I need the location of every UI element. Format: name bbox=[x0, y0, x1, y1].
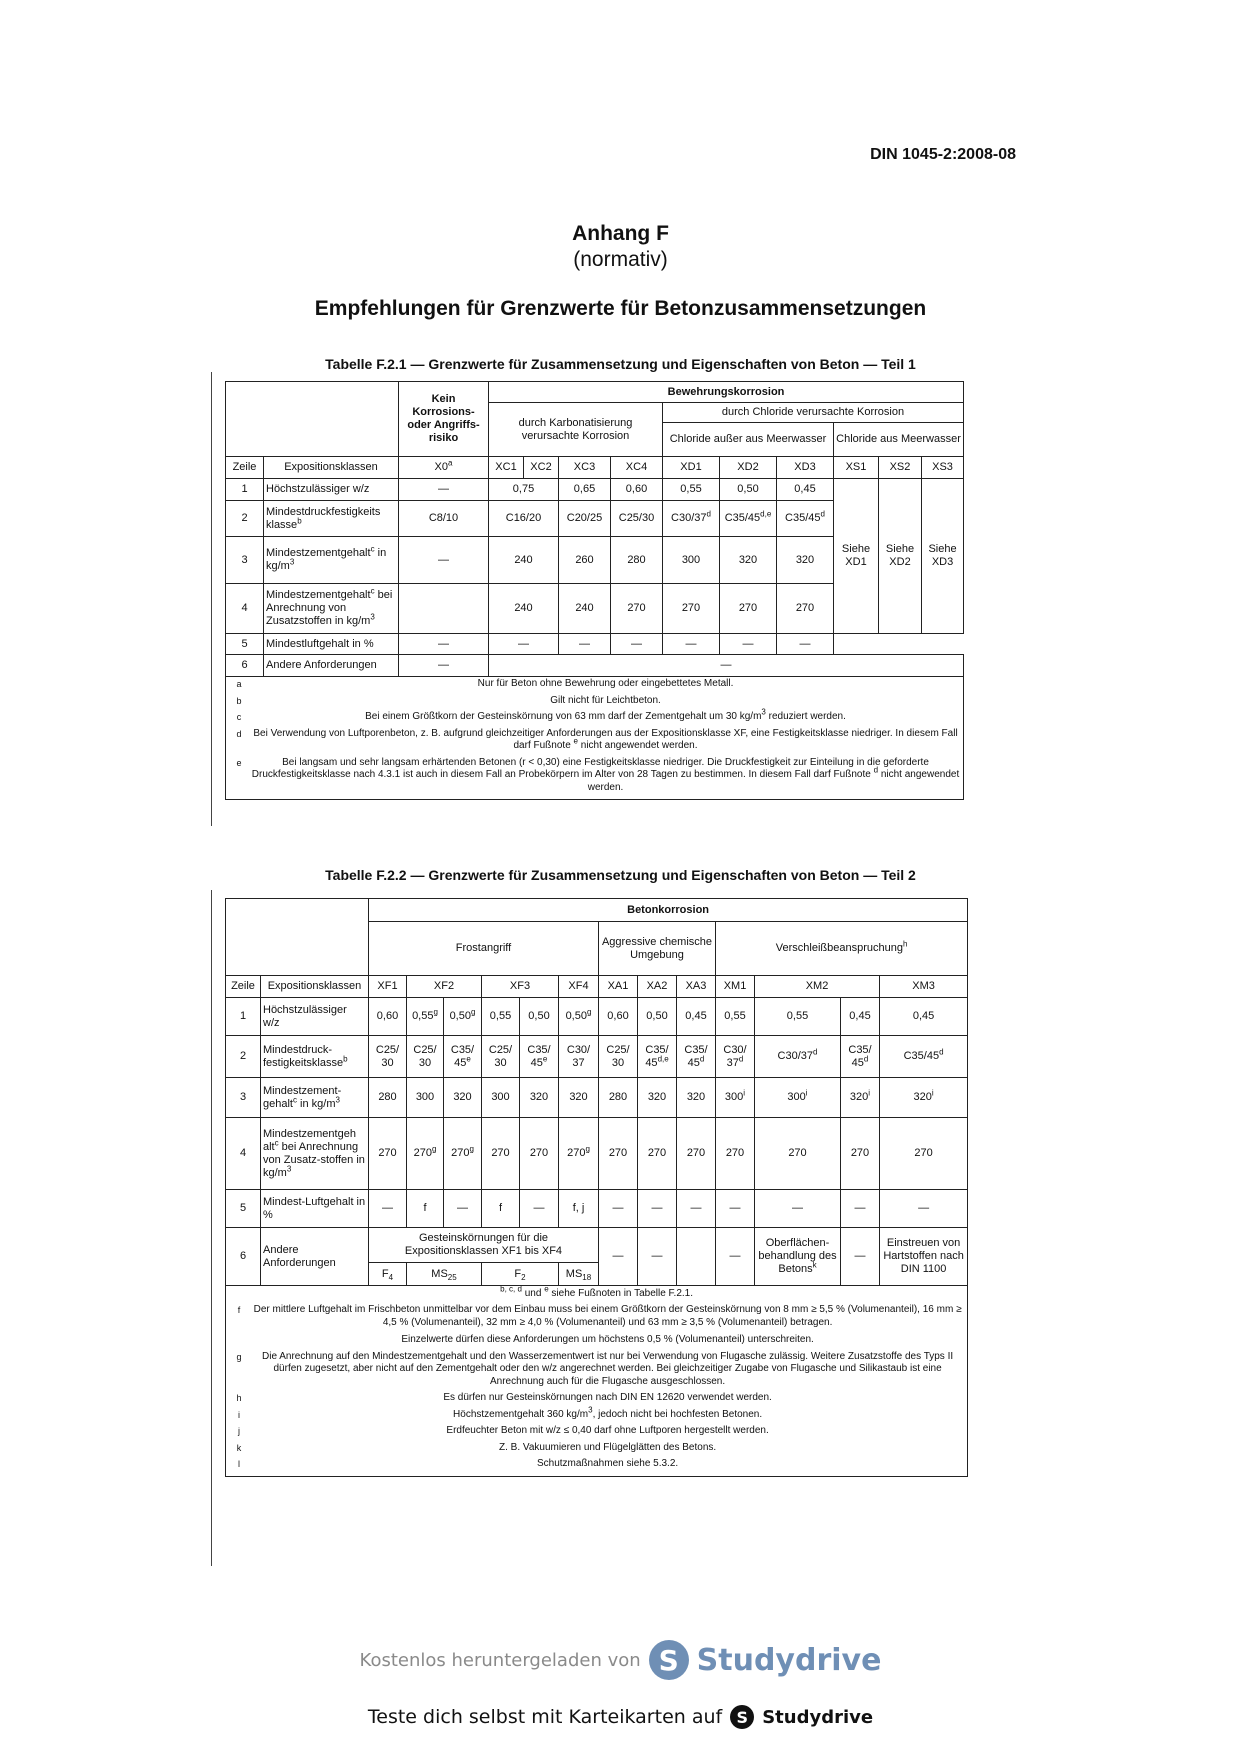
value-cell: 0,45 bbox=[880, 998, 968, 1036]
head-xa2: XA2 bbox=[638, 976, 677, 998]
corner-cell bbox=[226, 899, 369, 976]
studydrive-logo-text: Studydrive bbox=[696, 1642, 882, 1678]
table-row: 3 Mindestzementgehalt$^c$ in $kg/m^3$ — 240 260 280 300 320 320 bbox=[226, 537, 964, 584]
head-no-risk: Kein Korrosions- oder Angriffs- risiko bbox=[399, 382, 489, 457]
table-row: 6 Andere Anforderungen — — bbox=[226, 655, 964, 677]
head-exposition: Expositionsklassen bbox=[261, 976, 369, 998]
studydrive-logo-icon: S bbox=[730, 1705, 754, 1729]
value-cell: 0,60 bbox=[369, 998, 407, 1036]
xm2-note: Oberflächen-behandlung des Betons$^k$ bbox=[755, 1228, 841, 1286]
head-xs2: XS2 bbox=[879, 457, 922, 479]
value-cell: — bbox=[520, 1190, 559, 1228]
head-xc4: XC4 bbox=[611, 457, 663, 479]
value-cell: 0,55$^g$ bbox=[407, 998, 444, 1036]
head-exposition: Expositionsklassen bbox=[264, 457, 399, 479]
value-cell: — bbox=[841, 1190, 880, 1228]
value-cell: — bbox=[369, 1190, 407, 1228]
table-row: 5 Mindest-Luftgehalt in % — f — f — f, j — — — — — — — bbox=[226, 1190, 968, 1228]
xs2-see: Siehe XD2 bbox=[879, 479, 922, 634]
value-cell: 270 bbox=[369, 1118, 407, 1190]
flashcard-text: Teste dich selbst mit Karteikarten auf bbox=[367, 1706, 723, 1728]
value-cell: — bbox=[444, 1190, 482, 1228]
footnote: i Höchstzementgehalt 360 $kg/m^3$, jedoch nicht bei hochfesten Betonen. bbox=[238, 1405, 763, 1420]
value-cell: 0,50 bbox=[520, 998, 559, 1036]
value-cell: — bbox=[638, 1190, 677, 1228]
footnote: c Bei einem Größtkorn der Gesteinskörnung von 63 mm darf der Zementgehalt um 30 $kg/m^3$ reduziert werden. bbox=[236, 707, 846, 722]
annex-title: Anhang F bbox=[572, 222, 669, 245]
head-concrete: Betonkorrosion bbox=[369, 899, 968, 922]
value-cell: C35/45$^d$ bbox=[880, 1036, 968, 1078]
value-cell: 320$^i$ bbox=[841, 1078, 880, 1118]
value-cell: 0,50$^g$ bbox=[559, 998, 599, 1036]
value-cell: 300$^i$ bbox=[755, 1078, 841, 1118]
table-f22 bbox=[225, 898, 968, 1477]
head-xm3: XM3 bbox=[880, 976, 968, 998]
value-cell: 280 bbox=[369, 1078, 407, 1118]
value-cell: C30/ 37 bbox=[559, 1036, 599, 1078]
head-xm1: XM1 bbox=[716, 976, 755, 998]
footnote: h Es dürfen nur Gesteinskörnungen nach DIN EN 12620 verwendet werden. bbox=[236, 1392, 772, 1403]
head-wear: Verschleißbeanspruchung$^h$ bbox=[716, 922, 968, 976]
table-row: 4 Mindestzementgehalt$^c$ bei Anrechnung von Zusatzstoffen in $kg/m^3$ 240 240 270 270 270 270 bbox=[226, 584, 964, 634]
frost-aggregate-note: Gesteinskörnungen für die Expositionsklassen XF1 bis XF4 bbox=[369, 1228, 599, 1263]
head-xc3: XC3 bbox=[559, 457, 611, 479]
value-cell: C25/ 30 bbox=[369, 1036, 407, 1078]
value-cell: 0,45 bbox=[677, 998, 716, 1036]
head-chloride: durch Chloride verursachte Korrosion bbox=[663, 403, 964, 423]
value-cell: C35/ 45e bbox=[520, 1036, 559, 1078]
value-cell: 270 bbox=[482, 1118, 520, 1190]
head-chloride-sea: Chloride aus Meerwasser bbox=[834, 423, 964, 457]
xm3-note: Einstreuen von Hartstoffen nach DIN 1100 bbox=[880, 1228, 968, 1286]
value-cell: 280 bbox=[599, 1078, 638, 1118]
value-cell: — bbox=[755, 1190, 841, 1228]
footnote: l Schutzmaßnahmen siehe 5.3.2. bbox=[238, 1458, 679, 1469]
footnote: e Bei langsam und sehr langsam erhärtenden Betonen (r < 0,30) eine Festigkeitsklasse niedriger. Die Druckfestigkeit zur Einteilung in die geforderte Druckfestigkeitsklasse nach 4.3.1 ist auch in diesem Fall an Probekörpern im Alter von 28 Tagen zu bestimmen. In diesem Fall darf Fußnote $^d$ nicht angewendet werden. bbox=[236, 756, 960, 793]
head-xa1: XA1 bbox=[599, 976, 638, 998]
head-xf3: XF3 bbox=[482, 976, 559, 998]
margin-line bbox=[211, 372, 212, 826]
value-cell: 300 bbox=[407, 1078, 444, 1118]
xs1-see: Siehe XD1 bbox=[834, 479, 879, 634]
value-cell: 300$^i$ bbox=[716, 1078, 755, 1118]
value-cell: C25/ 30 bbox=[599, 1036, 638, 1078]
table-row: 5 Mindestluftgehalt in % — — — — — — — bbox=[226, 634, 964, 655]
head-zeile: Zeile bbox=[226, 976, 261, 998]
value-cell: C30/37$^d$ bbox=[755, 1036, 841, 1078]
flashcard-banner[interactable] bbox=[0, 1705, 1241, 1729]
head-xd3: XD3 bbox=[777, 457, 834, 479]
head-xf1: XF1 bbox=[369, 976, 407, 998]
table1-footnotes bbox=[226, 677, 964, 800]
footnote: k Z. B. Vakuumieren und Flügelglätten des Betons. bbox=[236, 1441, 717, 1453]
value-cell: C35/ 45$^d$ bbox=[841, 1036, 880, 1078]
section-heading: Empfehlungen für Grenzwerte für Betonzusammensetzungen bbox=[314, 297, 927, 320]
xs3-see: Siehe XD3 bbox=[922, 479, 964, 634]
head-xf2: XF2 bbox=[407, 976, 482, 998]
head-frost: Frostangriff bbox=[369, 922, 599, 976]
value-cell: C35/ 45$^{d,e}$ bbox=[638, 1036, 677, 1078]
value-cell: 320 bbox=[638, 1078, 677, 1118]
value-cell: C25/ 30 bbox=[482, 1036, 520, 1078]
value-cell: 270$^g$ bbox=[407, 1118, 444, 1190]
footnote: d Bei Verwendung von Luftporenbeton, z. B. aufgrund gleichzeitiger Anforderungen aus der Expositionsklasse XF, eine Festigkeitsklasse niedriger. In diesem Fall darf Fußnote $^e$ nicht angewendet werden. bbox=[236, 727, 958, 751]
value-cell: — bbox=[880, 1190, 968, 1228]
value-cell: f bbox=[482, 1190, 520, 1228]
value-cell: 320$^i$ bbox=[880, 1078, 968, 1118]
head-zeile: Zeile bbox=[226, 457, 264, 479]
table-row: 2 Mindestdruck-festigkeitsklasse$^b$ C25/ 30 C25/ 30 C35/ 45e C25/ 30 C35/ 45e C30/ 37 C25/ 30 C35/ 45$^{d,e}$ C35/ 45$^d$ C30/ 37$^d$ C30/37$^d$ C35/ 45$^d$ C35/45$^d$ bbox=[226, 1036, 968, 1078]
document-id: DIN 1045-2:2008-08 bbox=[870, 146, 1016, 163]
corner-cell bbox=[226, 382, 399, 457]
value-cell: 270 bbox=[880, 1118, 968, 1190]
value-cell: 0,50$^g$ bbox=[444, 998, 482, 1036]
value-cell: 270$^g$ bbox=[559, 1118, 599, 1190]
head-xd1: XD1 bbox=[663, 457, 720, 479]
head-xd2: XD2 bbox=[720, 457, 777, 479]
value-cell: 270 bbox=[638, 1118, 677, 1190]
table-row: $F_4$ $MS_{25}$ $F_2$ $MS_{18}$ bbox=[226, 1263, 968, 1286]
annex-subtitle: (normativ) bbox=[573, 248, 668, 271]
value-cell: — bbox=[599, 1190, 638, 1228]
table-row: 1 Höchstzulässiger w/z — 0,75 0,65 0,60 0,55 0,50 0,45 Siehe XD1 Siehe XD2 Siehe XD3 bbox=[226, 479, 964, 501]
value-cell: 320 bbox=[559, 1078, 599, 1118]
footnote: j Erdfeuchter Beton mit w/z ≤ 0,40 darf ohne Luftporen hergestellt werden. bbox=[238, 1425, 769, 1436]
table-row: 1 Höchstzulässiger w/z 0,60 0,55$^g$ 0,50$^g$ 0,55 0,50 0,50$^g$ 0,60 0,50 0,45 0,55 0,55 0,45 0,45 bbox=[226, 998, 968, 1036]
head-xm2: XM2 bbox=[755, 976, 880, 998]
head-xc2: XC2 bbox=[524, 457, 559, 479]
footnote: b Gilt nicht für Leichtbeton. bbox=[236, 694, 661, 706]
value-cell: C35/ 45e bbox=[444, 1036, 482, 1078]
value-cell: — bbox=[716, 1190, 755, 1228]
value-cell: 0,55 bbox=[482, 998, 520, 1036]
head-xf4: XF4 bbox=[559, 976, 599, 998]
value-cell: 270 bbox=[677, 1118, 716, 1190]
studydrive-logo-icon: S bbox=[649, 1640, 689, 1680]
table-f21 bbox=[225, 381, 964, 800]
value-cell: 270 bbox=[755, 1118, 841, 1190]
value-cell: f bbox=[407, 1190, 444, 1228]
footnote-intro: $^{b, c, d}$ und $^e$ siehe Fußnoten in Tabelle F.2.1. bbox=[500, 1285, 694, 1299]
head-reinforcement: Bewehrungskorrosion bbox=[489, 382, 964, 403]
footnote: g Die Anrechnung auf den Mindestzementgehalt und den Wasserzementwert ist nur bei Verwendung von Flugasche zulässig. Weitere Zusatzstoffe des Typs II dürfen zugesetzt, aber nicht auf den Zementgehalt oder den w/z angerechnet werden. Bei gleichzeitiger Zugabe von Flugasche und Silikastaub ist eine Anrechnung auch für die Flugasche ausgeschlossen. bbox=[236, 1350, 954, 1387]
value-cell: f, j bbox=[559, 1190, 599, 1228]
value-cell: 270 bbox=[520, 1118, 559, 1190]
value-cell: 0,50 bbox=[638, 998, 677, 1036]
value-cell: 300 bbox=[482, 1078, 520, 1118]
value-cell: 270$^g$ bbox=[444, 1118, 482, 1190]
value-cell: 0,55 bbox=[716, 998, 755, 1036]
value-cell: 0,45 bbox=[841, 998, 880, 1036]
value-cell: 0,60 bbox=[599, 998, 638, 1036]
head-x0: X0$^a$ bbox=[399, 457, 489, 479]
value-cell: 0,55 bbox=[755, 998, 841, 1036]
value-cell: 270 bbox=[841, 1118, 880, 1190]
head-xs3: XS3 bbox=[922, 457, 964, 479]
head-xc1: XC1 bbox=[489, 457, 524, 479]
value-cell: 270 bbox=[599, 1118, 638, 1190]
table-row: 4 Mindestzementgeh alt$^c$ bei Anrechnung von Zusatz-stoffen in $kg/m^3$ 270 270$^g$ 270$^g$ 270 270 270$^g$ 270 270 270 270 270 270 270 bbox=[226, 1118, 968, 1190]
value-cell: C30/ 37$^d$ bbox=[716, 1036, 755, 1078]
value-cell: 320 bbox=[677, 1078, 716, 1118]
table-row: 2 Mindestdruckfestigkeits klasse$^b$ C8/10 C16/20 C20/25 C25/30 C30/37$^d$ C35/45$^{d,e}$ C35/45$^d$ bbox=[226, 501, 964, 537]
head-carbonation: durch Karbonatisierung verursachte Korrosion bbox=[489, 403, 663, 457]
head-chemical: Aggressive chemische Umgebung bbox=[599, 922, 716, 976]
table-row: 3 Mindestzement-gehalt$^c$ in $kg/m^3$ 280 300 320 300 320 320 280 320 320 300$^i$ 300$^i$ 320$^i$ 320$^i$ bbox=[226, 1078, 968, 1118]
table-row: 6 Andere Anforderungen Gesteinskörnungen für die Expositionsklassen XF1 bis XF4 — — — Oberflächen-behandlung des Betons$^k$ — Einstreuen von Hartstoffen nach DIN 1100 bbox=[226, 1228, 968, 1263]
head-chloride-other: Chloride außer aus Meerwasser bbox=[663, 423, 834, 457]
head-xa3: XA3 bbox=[677, 976, 716, 998]
margin-line bbox=[211, 890, 212, 1566]
value-cell: 320 bbox=[520, 1078, 559, 1118]
value-cell: 320 bbox=[444, 1078, 482, 1118]
table2-footnotes bbox=[226, 1286, 968, 1477]
value-cell: C25/ 30 bbox=[407, 1036, 444, 1078]
studydrive-logo-text: Studydrive bbox=[762, 1706, 874, 1728]
download-banner[interactable] bbox=[0, 1640, 1241, 1680]
value-cell: C35/ 45$^d$ bbox=[677, 1036, 716, 1078]
value-cell: 270 bbox=[716, 1118, 755, 1190]
table2-caption: Tabelle F.2.2 — Grenzwerte für Zusammensetzung und Eigenschaften von Beton — Teil 2 bbox=[325, 867, 916, 883]
table1-caption: Tabelle F.2.1 — Grenzwerte für Zusammensetzung und Eigenschaften von Beton — Teil 1 bbox=[325, 356, 916, 372]
value-cell: — bbox=[677, 1190, 716, 1228]
footnote: a Nur für Beton ohne Bewehrung oder eingebettetes Metall. bbox=[236, 678, 734, 689]
footnote: f Der mittlere Luftgehalt im Frischbeton unmittelbar vor dem Einbau muss bei einem Größtkorn der Gesteinskörnung von 8 mm ≥ 5,5 % (Volumenanteil), 16 mm ≥ 4,5 % (Volumenanteil), 32 mm ≥ 4,0 % (Volumenanteil) und 63 mm ≥ 3,5 % (Volumenanteil) betragen. Einzelwerte dürfen diese Anforderungen um höchstens 0,5 % (Volumenanteil) unterschreiten. bbox=[237, 1304, 962, 1345]
head-xs1: XS1 bbox=[834, 457, 879, 479]
download-text: Kostenlos heruntergeladen von bbox=[359, 1649, 641, 1671]
